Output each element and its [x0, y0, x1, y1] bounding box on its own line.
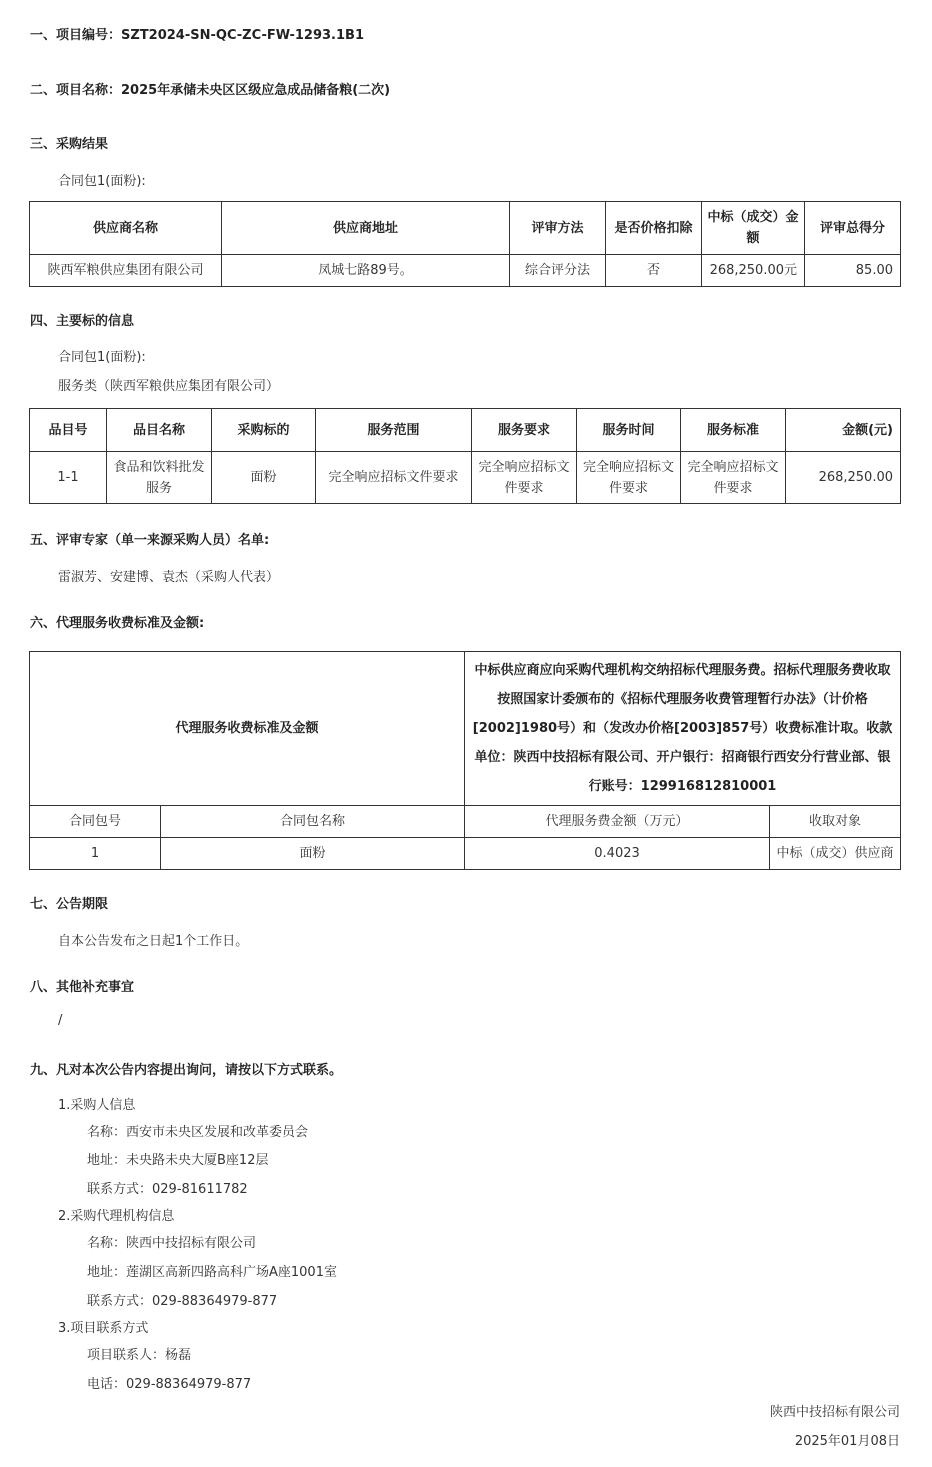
agency-cell-fee: 0.4023: [465, 838, 770, 870]
result-cell-supplier: 陕西军粮供应集团有限公司: [30, 255, 222, 287]
agency-fee-table: [29, 651, 901, 870]
subject-header-standard: 服务标准: [681, 409, 786, 452]
announcement-period: 自本公告发布之日起1个工作日。: [58, 934, 249, 949]
result-header-amount: 中标（成交）金额: [702, 202, 805, 255]
result-table: [29, 201, 901, 287]
agency-cell-payer: 中标（成交）供应商: [770, 838, 901, 870]
result-table-header: [30, 202, 901, 255]
subject-header-scope: 服务范围: [316, 409, 472, 452]
subject-category: 服务类（陕西军粮供应集团有限公司）: [58, 379, 280, 394]
project-number-value: SZT2024-SN-QC-ZC-FW-1293.1B1: [121, 28, 364, 43]
agency-contact: 联系方式：029-88364979-877: [87, 1294, 278, 1309]
result-header-supplier: 供应商名称: [30, 202, 222, 255]
agency-cell-package-name: 面粉: [161, 838, 465, 870]
subject-header-amount: 金额(元): [786, 409, 901, 452]
subject-table-header: [30, 409, 901, 452]
result-header-price-deduction: 是否价格扣除: [606, 202, 702, 255]
subject-cell-standard: 完全响应招标文件要求: [681, 452, 786, 504]
agency-header-package-name: 合同包名称: [161, 806, 465, 838]
subject-cell-item-no: 1-1: [30, 452, 107, 504]
agency-name: 名称：陕西中技招标有限公司: [87, 1236, 257, 1251]
project-name: [30, 79, 390, 98]
section-heading-period: 七、公告期限: [30, 897, 109, 912]
project-contact-phone: 电话：029-88364979-877: [87, 1377, 252, 1392]
agency-fee-note: 中标供应商应向采购代理机构交纳招标代理服务费。招标代理服务费收取按照国家计委颁布的《招标代理服务收费管理暂行办法》（计价格[2002]1980号）和（发改办价格[2003]857号）收费标准计取。收款单位：陕西中技招标有限公司、开户银行：招商银行西安分行营业部、银行账号：129916812810001: [465, 652, 901, 806]
result-header-address: 供应商地址: [222, 202, 510, 255]
agency-header-package-no: 合同包号: [30, 806, 161, 838]
footer-company: 陕西中技招标有限公司: [769, 1405, 900, 1420]
section-heading-subject: 四、主要标的信息: [30, 314, 135, 329]
purchaser-title: 1.采购人信息: [58, 1098, 136, 1113]
project-name-value: 2025年承储未央区区级应急成品储备粮(二次): [121, 83, 391, 98]
section-heading-contact: 九、凡对本次公告内容提出询问，请按以下方式联系。: [30, 1063, 343, 1078]
purchaser-address: 地址：未央路未央大厦B座12层: [87, 1153, 269, 1168]
subject-table: [29, 408, 901, 504]
project-number: [30, 24, 364, 43]
experts-list: 雷淑芳、安建博、袁杰（采购人代表）: [58, 570, 280, 585]
result-header-score: 评审总得分: [805, 202, 901, 255]
agency-title: 2.采购代理机构信息: [58, 1209, 175, 1224]
subject-header-item-no: 品目号: [30, 409, 107, 452]
result-cell-method: 综合评分法: [510, 255, 606, 287]
subject-header-item-name: 品目名称: [107, 409, 212, 452]
result-cell-amount: 268,250.00元: [702, 255, 805, 287]
project-number-label: 一、项目编号：: [30, 28, 122, 43]
subject-cell-target: 面粉: [212, 452, 316, 504]
result-cell-price-deduction: 否: [606, 255, 702, 287]
section-heading-result: 三、采购结果: [30, 137, 109, 152]
subject-cell-time: 完全响应招标文件要求: [577, 452, 681, 504]
project-contact-title: 3.项目联系方式: [58, 1321, 149, 1336]
section-heading-agency-fee: 六、代理服务收费标准及金额:: [30, 616, 205, 631]
subject-cell-requirement: 完全响应招标文件要求: [472, 452, 577, 504]
agency-address: 地址：莲湖区高新四路高科广场A座1001室: [87, 1265, 337, 1280]
table-row: [30, 838, 901, 870]
subject-cell-item-name: 食品和饮料批发服务: [107, 452, 212, 504]
section-heading-other: 八、其他补充事宜: [30, 980, 135, 995]
other-matters: /: [58, 1013, 63, 1028]
result-cell-address: 凤城七路89号。: [222, 255, 510, 287]
subject-cell-amount: 268,250.00: [786, 452, 901, 504]
subject-header-requirement: 服务要求: [472, 409, 577, 452]
agency-fee-note-row: [30, 652, 901, 806]
subject-header-target: 采购标的: [212, 409, 316, 452]
purchaser-name: 名称：西安市未央区发展和改革委员会: [87, 1125, 309, 1140]
purchaser-contact: 联系方式：029-81611782: [87, 1182, 248, 1197]
table-row: [30, 255, 901, 287]
agency-cell-package-no: 1: [30, 838, 161, 870]
result-package-label: 合同包1(面粉):: [58, 174, 146, 189]
subject-package-label: 合同包1(面粉):: [58, 350, 146, 365]
result-cell-score: 85.00: [805, 255, 901, 287]
agency-fee-table-header: [30, 806, 901, 838]
subject-header-time: 服务时间: [577, 409, 681, 452]
agency-header-payer: 收取对象: [770, 806, 901, 838]
footer-date: 2025年01月08日: [794, 1434, 900, 1449]
project-contact-person: 项目联系人：杨磊: [87, 1348, 192, 1363]
result-header-method: 评审方法: [510, 202, 606, 255]
table-row: [30, 452, 901, 504]
agency-fee-title: 代理服务收费标准及金额: [30, 652, 465, 806]
subject-cell-scope: 完全响应招标文件要求: [316, 452, 472, 504]
project-name-label: 二、项目名称：: [30, 83, 122, 98]
agency-header-fee: 代理服务费金额（万元）: [465, 806, 770, 838]
section-heading-experts: 五、评审专家（单一来源采购人员）名单:: [30, 533, 270, 548]
